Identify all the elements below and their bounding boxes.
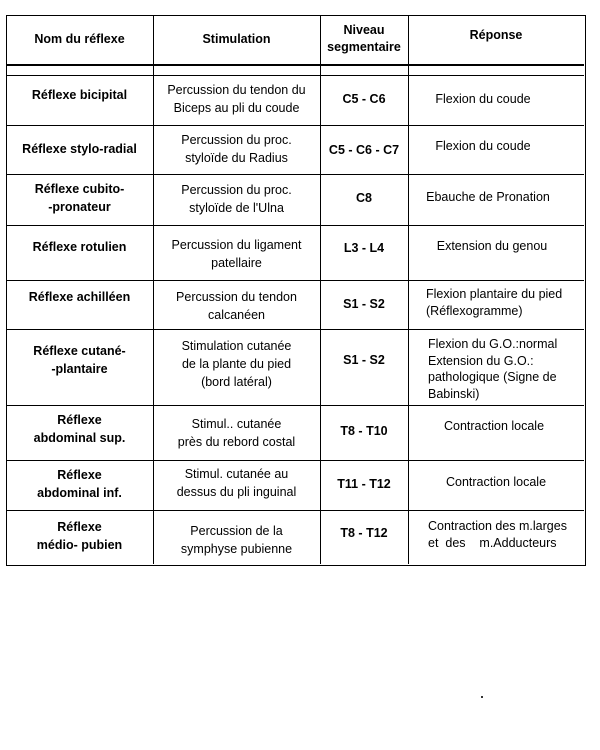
stimulation-cell: Percussion de la symphyse pubienne bbox=[180, 524, 293, 556]
header-level: Niveau segmentaire bbox=[327, 23, 401, 54]
segment-level: S1 - S2 bbox=[343, 297, 385, 311]
response-cell: Contraction des m.larges et des m.Adducteurs bbox=[428, 519, 567, 550]
row-divider bbox=[6, 405, 584, 406]
reflex-name: Réflexe abdominal sup. bbox=[33, 413, 126, 445]
response-cell: Flexion du coude bbox=[435, 139, 531, 153]
reflex-name: Réflexe cubito- -pronateur bbox=[34, 182, 125, 214]
row-divider bbox=[6, 329, 584, 330]
response-cell: Contraction locale bbox=[445, 475, 547, 489]
stimulation-cell: Stimulation cutanée de la plante du pied (bord latéral) bbox=[181, 339, 292, 389]
response-cell: Contraction locale bbox=[443, 419, 545, 433]
response-cell: Flexion du coude bbox=[435, 92, 531, 106]
stimulation-cell: Stimul. cutanée au dessus du pli inguinal bbox=[176, 467, 297, 499]
reflex-name: Réflexe abdominal inf. bbox=[37, 468, 122, 500]
reflex-name: Réflexe bicipital bbox=[31, 88, 128, 102]
row-divider bbox=[6, 460, 584, 461]
header-name: Nom du réflexe bbox=[34, 32, 125, 46]
header-stimulation: Stimulation bbox=[202, 32, 271, 46]
reflex-name: Réflexe cutané- -plantaire bbox=[33, 344, 126, 376]
response-cell: Flexion plantaire du pied (Réflexogramme) bbox=[426, 287, 563, 318]
segment-level: T11 - T12 bbox=[337, 477, 391, 491]
segment-level: C8 bbox=[356, 191, 372, 205]
reflex-name: Réflexe achilléen bbox=[28, 290, 131, 304]
reflex-name: Réflexe rotulien bbox=[32, 240, 127, 254]
header-response: Réponse bbox=[469, 28, 523, 42]
stimulation-cell: Percussion du tendon calcanéen bbox=[176, 290, 297, 322]
segment-level: L3 - L4 bbox=[343, 241, 385, 255]
header-divider-top bbox=[6, 64, 584, 66]
response-cell: Extension du genou bbox=[436, 239, 548, 253]
stimulation-cell: Stimul.. cutanée près du rebord costal bbox=[177, 417, 296, 449]
stray-dot bbox=[481, 696, 483, 698]
row-divider bbox=[6, 174, 584, 175]
reflex-name: Réflexe stylo-radial bbox=[22, 142, 137, 156]
stimulation-cell: Percussion du proc. styloïde du Radius bbox=[181, 133, 292, 165]
segment-level: T8 - T12 bbox=[340, 526, 388, 540]
segment-level: T8 - T10 bbox=[340, 424, 388, 438]
row-divider bbox=[6, 510, 584, 511]
stimulation-cell: Percussion du tendon du Biceps au pli du coude bbox=[167, 83, 306, 115]
segment-level: C5 - C6 - C7 bbox=[328, 143, 400, 157]
response-cell: Flexion du G.O.:normal Extension du G.O.: pathologique (Signe de Babinski) bbox=[428, 337, 558, 401]
segment-level: C5 - C6 bbox=[342, 92, 386, 106]
stimulation-cell: Percussion du ligament patellaire bbox=[171, 238, 302, 270]
stimulation-cell: Percussion du proc. styloïde de l'Ulna bbox=[181, 183, 292, 215]
reflex-name: Réflexe médio- pubien bbox=[36, 520, 123, 552]
response-cell: Ebauche de Pronation bbox=[426, 190, 550, 204]
segment-level: S1 - S2 bbox=[343, 353, 385, 367]
